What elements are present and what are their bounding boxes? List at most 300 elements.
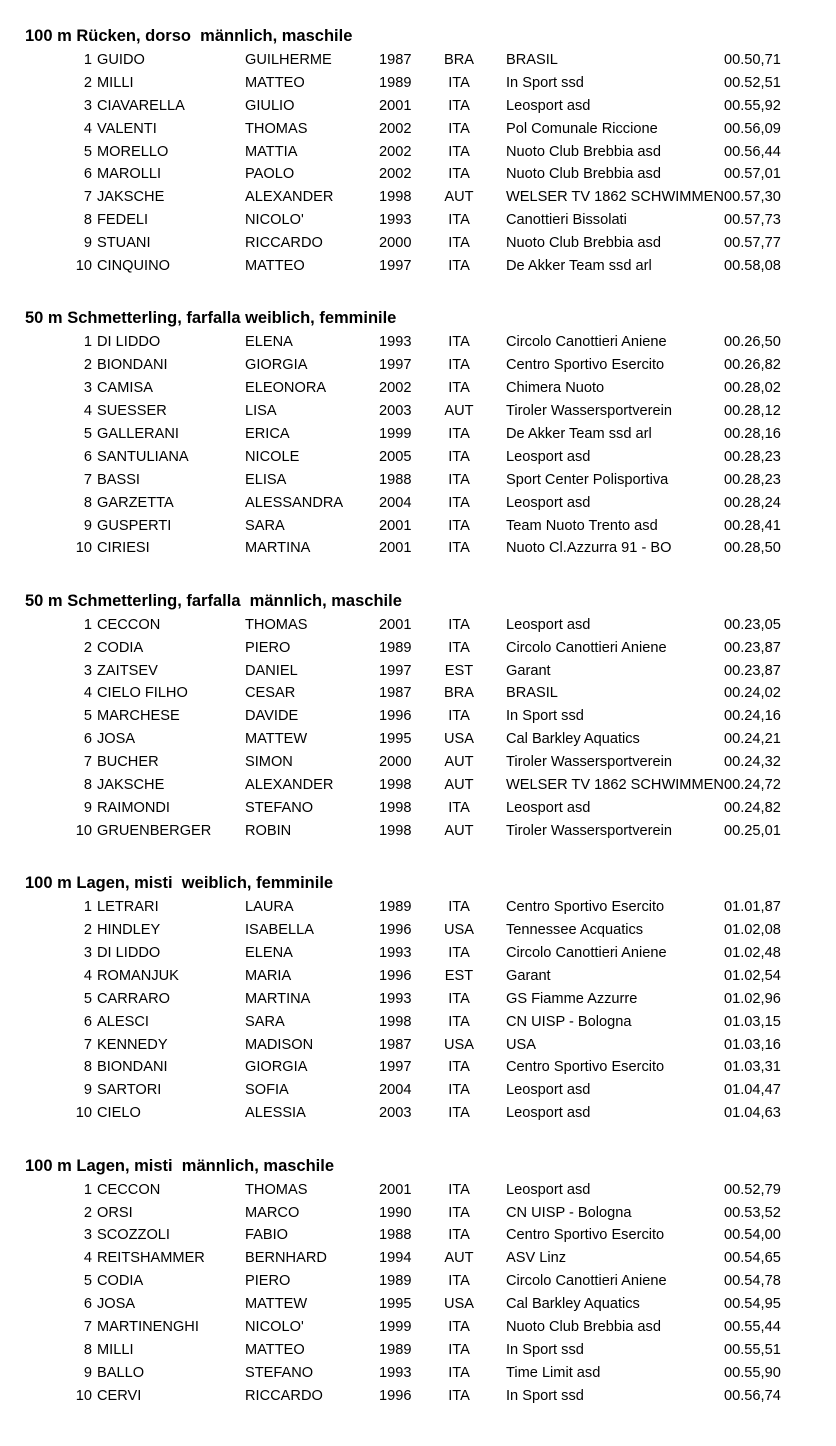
time-cell: 00.54,00: [724, 1227, 781, 1244]
table-row: [0, 400, 836, 423]
rank-cell: 2: [83, 639, 92, 656]
first-name-cell: THOMAS: [245, 1181, 308, 1198]
nation-cell: EST: [444, 967, 474, 984]
rank-cell: 1: [83, 1181, 92, 1198]
birth-year-cell: 2000: [379, 754, 412, 771]
time-cell: 00.28,50: [724, 540, 781, 557]
club-cell: Leosport asd: [506, 494, 591, 511]
club-cell: Team Nuoto Trento asd: [506, 517, 658, 534]
first-name-cell: ALEXANDER: [245, 777, 334, 794]
rank-cell: 5: [83, 425, 92, 442]
time-cell: 00.24,21: [724, 731, 781, 748]
first-name-cell: BERNHARD: [245, 1250, 327, 1267]
club-cell: Garant: [506, 967, 551, 984]
club-cell: In Sport ssd: [506, 1341, 584, 1358]
table-row: [0, 728, 836, 751]
club-cell: Centro Sportivo Esercito: [506, 357, 665, 374]
last-name-cell: SCOZZOLI: [97, 1227, 170, 1244]
club-cell: Nuoto Club Brebbia asd: [506, 235, 661, 252]
nation-cell: AUT: [444, 1250, 474, 1267]
time-cell: 00.23,87: [724, 639, 781, 656]
nation-cell: ITA: [448, 448, 470, 465]
last-name-cell: GARZETTA: [97, 494, 174, 511]
rank-cell: 6: [83, 731, 92, 748]
table-row: [0, 820, 836, 843]
birth-year-cell: 1997: [379, 1059, 412, 1076]
rank-cell: 8: [83, 777, 92, 794]
time-cell: 00.24,16: [724, 708, 781, 725]
last-name-cell: JAKSCHE: [97, 777, 165, 794]
club-cell: CN UISP - Bologna: [506, 1204, 632, 1221]
birth-year-cell: 2004: [379, 494, 412, 511]
table-row: [0, 660, 836, 683]
first-name-cell: MARIA: [245, 967, 292, 984]
section-title: 50 m Schmetterling, farfalla weiblich, femminile: [25, 309, 397, 328]
first-name-cell: NICOLO': [245, 212, 304, 229]
time-cell: 00.28,41: [724, 517, 781, 534]
rank-cell: 10: [75, 258, 92, 275]
birth-year-cell: 1997: [379, 662, 412, 679]
nation-cell: ITA: [448, 471, 470, 488]
first-name-cell: MARCO: [245, 1204, 300, 1221]
table-row: [0, 1339, 836, 1362]
rank-cell: 7: [83, 471, 92, 488]
nation-cell: USA: [444, 1296, 475, 1313]
time-cell: 01.03,16: [724, 1036, 781, 1053]
birth-year-cell: 1995: [379, 1296, 412, 1313]
birth-year-cell: 1996: [379, 922, 412, 939]
birth-year-cell: 1989: [379, 899, 412, 916]
table-row: [0, 492, 836, 515]
table-row: [0, 1034, 836, 1057]
last-name-cell: RAIMONDI: [97, 799, 170, 816]
table-row: [0, 446, 836, 469]
last-name-cell: MORELLO: [97, 143, 169, 160]
time-cell: 00.24,32: [724, 754, 781, 771]
first-name-cell: ISABELLA: [245, 922, 314, 939]
table-row: [0, 988, 836, 1011]
time-cell: 00.57,30: [724, 189, 781, 206]
birth-year-cell: 1993: [379, 990, 412, 1007]
rank-cell: 10: [75, 540, 92, 557]
club-cell: In Sport ssd: [506, 1387, 584, 1404]
last-name-cell: GALLERANI: [97, 425, 179, 442]
first-name-cell: LISA: [245, 403, 277, 420]
time-cell: 00.28,02: [724, 380, 781, 397]
results-section: [0, 1154, 836, 1408]
table-row: [0, 95, 836, 118]
nation-cell: ITA: [448, 120, 470, 137]
nation-cell: ITA: [448, 97, 470, 114]
first-name-cell: ELENA: [245, 945, 293, 961]
time-cell: 00.55,90: [724, 1364, 781, 1381]
time-cell: 01.04,47: [724, 1082, 781, 1099]
last-name-cell: MARCHESE: [97, 708, 180, 725]
birth-year-cell: 2001: [379, 1181, 412, 1198]
rank-cell: 3: [83, 662, 92, 679]
club-cell: BRASIL: [506, 685, 558, 702]
birth-year-cell: 1993: [379, 945, 412, 961]
rank-cell: 3: [83, 97, 92, 114]
birth-year-cell: 1988: [379, 1227, 412, 1244]
first-name-cell: MADISON: [245, 1036, 314, 1053]
first-name-cell: MATTIA: [245, 143, 298, 160]
time-cell: 00.24,72: [724, 777, 781, 794]
results-section: [0, 871, 836, 1125]
nation-cell: ITA: [448, 799, 470, 816]
table-row: [0, 141, 836, 164]
nation-cell: ITA: [448, 1105, 470, 1122]
rank-cell: 9: [83, 235, 92, 252]
birth-year-cell: 1996: [379, 1387, 412, 1404]
club-cell: Nuoto Cl.Azzurra 91 - BO: [506, 540, 672, 557]
club-cell: Circolo Canottieri Aniene: [506, 1273, 667, 1290]
birth-year-cell: 1998: [379, 189, 412, 206]
club-cell: In Sport ssd: [506, 708, 584, 725]
last-name-cell: CIRIESI: [97, 540, 150, 557]
club-cell: Nuoto Club Brebbia asd: [506, 166, 661, 183]
rank-cell: 2: [83, 74, 92, 91]
club-cell: BRASIL: [506, 52, 558, 68]
section-title: 100 m Rücken, dorso männlich, maschile: [25, 27, 353, 45]
nation-cell: ITA: [448, 166, 470, 183]
club-cell: In Sport ssd: [506, 74, 584, 91]
birth-year-cell: 2005: [379, 448, 412, 465]
last-name-cell: JOSA: [97, 1296, 136, 1313]
club-cell: USA: [506, 1036, 537, 1053]
birth-year-cell: 1990: [379, 1204, 412, 1221]
club-cell: Garant: [506, 662, 551, 679]
nation-cell: ITA: [448, 1387, 470, 1404]
club-cell: Leosport asd: [506, 799, 591, 816]
time-cell: 00.57,01: [724, 166, 781, 183]
last-name-cell: HINDLEY: [97, 922, 161, 939]
birth-year-cell: 1987: [379, 1036, 412, 1053]
nation-cell: ITA: [448, 1318, 470, 1335]
club-cell: Circolo Canottieri Aniene: [506, 334, 667, 351]
rank-cell: 4: [83, 967, 92, 984]
time-cell: 00.28,24: [724, 494, 781, 511]
last-name-cell: CAMISA: [97, 380, 153, 397]
last-name-cell: CERVI: [97, 1387, 142, 1404]
club-cell: Cal Barkley Aquatics: [506, 731, 640, 748]
first-name-cell: ALESSANDRA: [245, 494, 344, 511]
last-name-cell: CIAVARELLA: [97, 97, 185, 114]
nation-cell: BRA: [444, 685, 475, 702]
table-row: [0, 469, 836, 492]
time-cell: 00.23,87: [724, 662, 781, 679]
rank-cell: 5: [83, 708, 92, 725]
club-cell: De Akker Team ssd arl: [506, 258, 652, 275]
nation-cell: ITA: [448, 540, 470, 557]
club-cell: Circolo Canottieri Aniene: [506, 639, 667, 656]
time-cell: 00.28,12: [724, 403, 781, 420]
birth-year-cell: 1995: [379, 731, 412, 748]
last-name-cell: GUIDO: [97, 52, 145, 68]
rank-cell: 9: [83, 799, 92, 816]
birth-year-cell: 1987: [379, 685, 412, 702]
birth-year-cell: 1989: [379, 1273, 412, 1290]
club-cell: Sport Center Polisportiva: [506, 471, 669, 488]
last-name-cell: CODIA: [97, 1273, 144, 1290]
rank-cell: 8: [83, 494, 92, 511]
nation-cell: ITA: [448, 1013, 470, 1030]
club-cell: Leosport asd: [506, 616, 591, 633]
table-row: [0, 354, 836, 377]
time-cell: 01.02,48: [724, 945, 781, 961]
rank-cell: 1: [83, 899, 92, 916]
rank-cell: 9: [83, 1082, 92, 1099]
nation-cell: ITA: [448, 708, 470, 725]
nation-cell: ITA: [448, 945, 470, 961]
table-row: [0, 1202, 836, 1225]
nation-cell: AUT: [444, 189, 474, 206]
birth-year-cell: 1998: [379, 777, 412, 794]
last-name-cell: ZAITSEV: [97, 662, 158, 679]
nation-cell: USA: [444, 731, 475, 748]
rank-cell: 5: [83, 990, 92, 1007]
rank-cell: 7: [83, 754, 92, 771]
last-name-cell: KENNEDY: [97, 1036, 168, 1053]
club-cell: Cal Barkley Aquatics: [506, 1296, 640, 1313]
club-cell: Pol Comunale Riccione: [506, 120, 658, 137]
time-cell: 00.55,44: [724, 1318, 781, 1335]
birth-year-cell: 1998: [379, 1013, 412, 1030]
table-row: [0, 1179, 836, 1202]
time-cell: 00.53,52: [724, 1204, 781, 1221]
first-name-cell: GIORGIA: [245, 357, 308, 374]
birth-year-cell: 2002: [379, 120, 412, 137]
club-cell: Leosport asd: [506, 97, 591, 114]
birth-year-cell: 1996: [379, 967, 412, 984]
last-name-cell: CINQUINO: [97, 258, 170, 275]
time-cell: 00.52,79: [724, 1181, 781, 1198]
rank-cell: 6: [83, 448, 92, 465]
club-cell: Nuoto Club Brebbia asd: [506, 143, 661, 160]
time-cell: 00.56,74: [724, 1387, 781, 1404]
first-name-cell: PIERO: [245, 639, 291, 656]
time-cell: 00.28,23: [724, 471, 781, 488]
results-section: [0, 24, 836, 278]
time-cell: 00.26,82: [724, 357, 781, 374]
birth-year-cell: 1999: [379, 425, 412, 442]
club-cell: Nuoto Club Brebbia asd: [506, 1318, 661, 1335]
nation-cell: EST: [444, 662, 474, 679]
nation-cell: ITA: [448, 616, 470, 633]
nation-cell: AUT: [444, 754, 474, 771]
nation-cell: ITA: [448, 380, 470, 397]
last-name-cell: VALENTI: [97, 120, 157, 137]
club-cell: Circolo Canottieri Aniene: [506, 945, 667, 961]
table-row: [0, 515, 836, 538]
nation-cell: ITA: [448, 425, 470, 442]
birth-year-cell: 2001: [379, 616, 412, 633]
nation-cell: ITA: [448, 1082, 470, 1099]
club-cell: WELSER TV 1862 SCHWIMMEN: [506, 777, 724, 794]
club-cell: WELSER TV 1862 SCHWIMMEN: [506, 189, 724, 206]
time-cell: 00.52,51: [724, 74, 781, 91]
last-name-cell: SANTULIANA: [97, 448, 189, 465]
rank-cell: 4: [83, 403, 92, 420]
first-name-cell: MARTINA: [245, 990, 311, 1007]
club-cell: Chimera Nuoto: [506, 380, 605, 397]
rank-cell: 7: [83, 1036, 92, 1053]
club-cell: GS Fiamme Azzurre: [506, 990, 638, 1007]
time-cell: 01.02,54: [724, 967, 781, 984]
nation-cell: USA: [444, 922, 475, 939]
table-row: [0, 682, 836, 705]
table-row: [0, 614, 836, 637]
first-name-cell: ELEONORA: [245, 380, 327, 397]
nation-cell: ITA: [448, 1273, 470, 1290]
club-cell: Tiroler Wassersportverein: [506, 822, 672, 839]
time-cell: 00.57,73: [724, 212, 781, 229]
club-cell: Leosport asd: [506, 1082, 591, 1099]
birth-year-cell: 2004: [379, 1082, 412, 1099]
table-row: [0, 1316, 836, 1339]
last-name-cell: DI LIDDO: [97, 334, 161, 351]
rank-cell: 10: [75, 1105, 92, 1122]
rank-cell: 4: [83, 120, 92, 137]
table-row: [0, 232, 836, 255]
nation-cell: AUT: [444, 403, 474, 420]
rank-cell: 5: [83, 1273, 92, 1290]
birth-year-cell: 1987: [379, 52, 412, 68]
nation-cell: ITA: [448, 899, 470, 916]
first-name-cell: ELENA: [245, 334, 293, 351]
first-name-cell: ALEXANDER: [245, 189, 334, 206]
rank-cell: 1: [83, 616, 92, 633]
club-cell: CN UISP - Bologna: [506, 1013, 632, 1030]
birth-year-cell: 2002: [379, 166, 412, 183]
rank-cell: 6: [83, 1296, 92, 1313]
time-cell: 00.23,05: [724, 616, 781, 633]
club-cell: De Akker Team ssd arl: [506, 425, 652, 442]
rank-cell: 8: [83, 1341, 92, 1358]
first-name-cell: GUILHERME: [245, 52, 332, 68]
last-name-cell: LETRARI: [97, 899, 159, 916]
birth-year-cell: 1997: [379, 258, 412, 275]
birth-year-cell: 1989: [379, 639, 412, 656]
club-cell: Tiroler Wassersportverein: [506, 403, 672, 420]
first-name-cell: ROBIN: [245, 822, 292, 839]
birth-year-cell: 1998: [379, 822, 412, 839]
rank-cell: 3: [83, 1227, 92, 1244]
first-name-cell: SIMON: [245, 754, 293, 771]
first-name-cell: MATTEO: [245, 1341, 305, 1358]
table-row: [0, 331, 836, 354]
rank-cell: 2: [83, 357, 92, 374]
table-row: [0, 965, 836, 988]
nation-cell: ITA: [448, 494, 470, 511]
last-name-cell: DI LIDDO: [97, 945, 161, 961]
last-name-cell: FEDELI: [97, 212, 149, 229]
nation-cell: ITA: [448, 1227, 470, 1244]
last-name-cell: GRUENBERGER: [97, 822, 212, 839]
last-name-cell: SUESSER: [97, 403, 167, 420]
time-cell: 01.04,63: [724, 1105, 781, 1122]
table-row: [0, 896, 836, 919]
time-cell: 00.28,16: [724, 425, 781, 442]
birth-year-cell: 2002: [379, 380, 412, 397]
last-name-cell: BASSI: [97, 471, 140, 488]
first-name-cell: MARTINA: [245, 540, 311, 557]
last-name-cell: REITSHAMMER: [97, 1250, 205, 1267]
nation-cell: ITA: [448, 212, 470, 229]
table-row: [0, 1224, 836, 1247]
first-name-cell: ELISA: [245, 471, 287, 488]
birth-year-cell: 1989: [379, 74, 412, 91]
table-row: [0, 1247, 836, 1270]
first-name-cell: RICCARDO: [245, 1387, 323, 1404]
last-name-cell: BIONDANI: [97, 1059, 168, 1076]
first-name-cell: DANIEL: [245, 662, 298, 679]
last-name-cell: JOSA: [97, 731, 136, 748]
table-row: [0, 1011, 836, 1034]
time-cell: 00.54,95: [724, 1296, 781, 1313]
nation-cell: ITA: [448, 639, 470, 656]
last-name-cell: MARTINENGHI: [97, 1318, 199, 1335]
first-name-cell: GIORGIA: [245, 1059, 308, 1076]
nation-cell: ITA: [448, 990, 470, 1007]
time-cell: 00.50,71: [724, 52, 781, 68]
last-name-cell: JAKSCHE: [97, 189, 165, 206]
last-name-cell: ALESCI: [97, 1013, 149, 1030]
rank-cell: 4: [83, 685, 92, 702]
birth-year-cell: 1996: [379, 708, 412, 725]
time-cell: 01.01,87: [724, 899, 781, 916]
birth-year-cell: 2003: [379, 1105, 412, 1122]
club-cell: Tiroler Wassersportverein: [506, 754, 672, 771]
first-name-cell: THOMAS: [245, 616, 308, 633]
first-name-cell: DAVIDE: [245, 708, 299, 725]
last-name-cell: CIELO: [97, 1105, 141, 1122]
first-name-cell: MATTEW: [245, 731, 308, 748]
first-name-cell: ALESSIA: [245, 1105, 306, 1122]
table-row: [0, 537, 836, 560]
table-row: [0, 118, 836, 141]
table-row: [0, 72, 836, 95]
last-name-cell: ROMANJUK: [97, 967, 179, 984]
rank-cell: 5: [83, 143, 92, 160]
time-cell: 00.28,23: [724, 448, 781, 465]
birth-year-cell: 1998: [379, 799, 412, 816]
first-name-cell: MATTEO: [245, 258, 305, 275]
birth-year-cell: 1988: [379, 471, 412, 488]
rank-cell: 2: [83, 1204, 92, 1221]
rank-cell: 6: [83, 1013, 92, 1030]
nation-cell: ITA: [448, 357, 470, 374]
last-name-cell: CECCON: [97, 616, 161, 633]
nation-cell: ITA: [448, 143, 470, 160]
club-cell: Time Limit asd: [506, 1364, 601, 1381]
last-name-cell: MILLI: [97, 1341, 134, 1358]
rank-cell: 1: [83, 52, 92, 68]
table-row: [0, 637, 836, 660]
nation-cell: ITA: [448, 1364, 470, 1381]
rank-cell: 3: [83, 945, 92, 961]
first-name-cell: NICOLE: [245, 448, 300, 465]
rank-cell: 8: [83, 1059, 92, 1076]
time-cell: 00.54,65: [724, 1250, 781, 1267]
time-cell: 01.02,08: [724, 922, 781, 939]
club-cell: Canottieri Bissolati: [506, 212, 627, 229]
time-cell: 00.25,01: [724, 822, 781, 839]
club-cell: Leosport asd: [506, 1105, 591, 1122]
first-name-cell: STEFANO: [245, 1364, 314, 1381]
first-name-cell: RICCARDO: [245, 235, 323, 252]
table-row: [0, 255, 836, 278]
